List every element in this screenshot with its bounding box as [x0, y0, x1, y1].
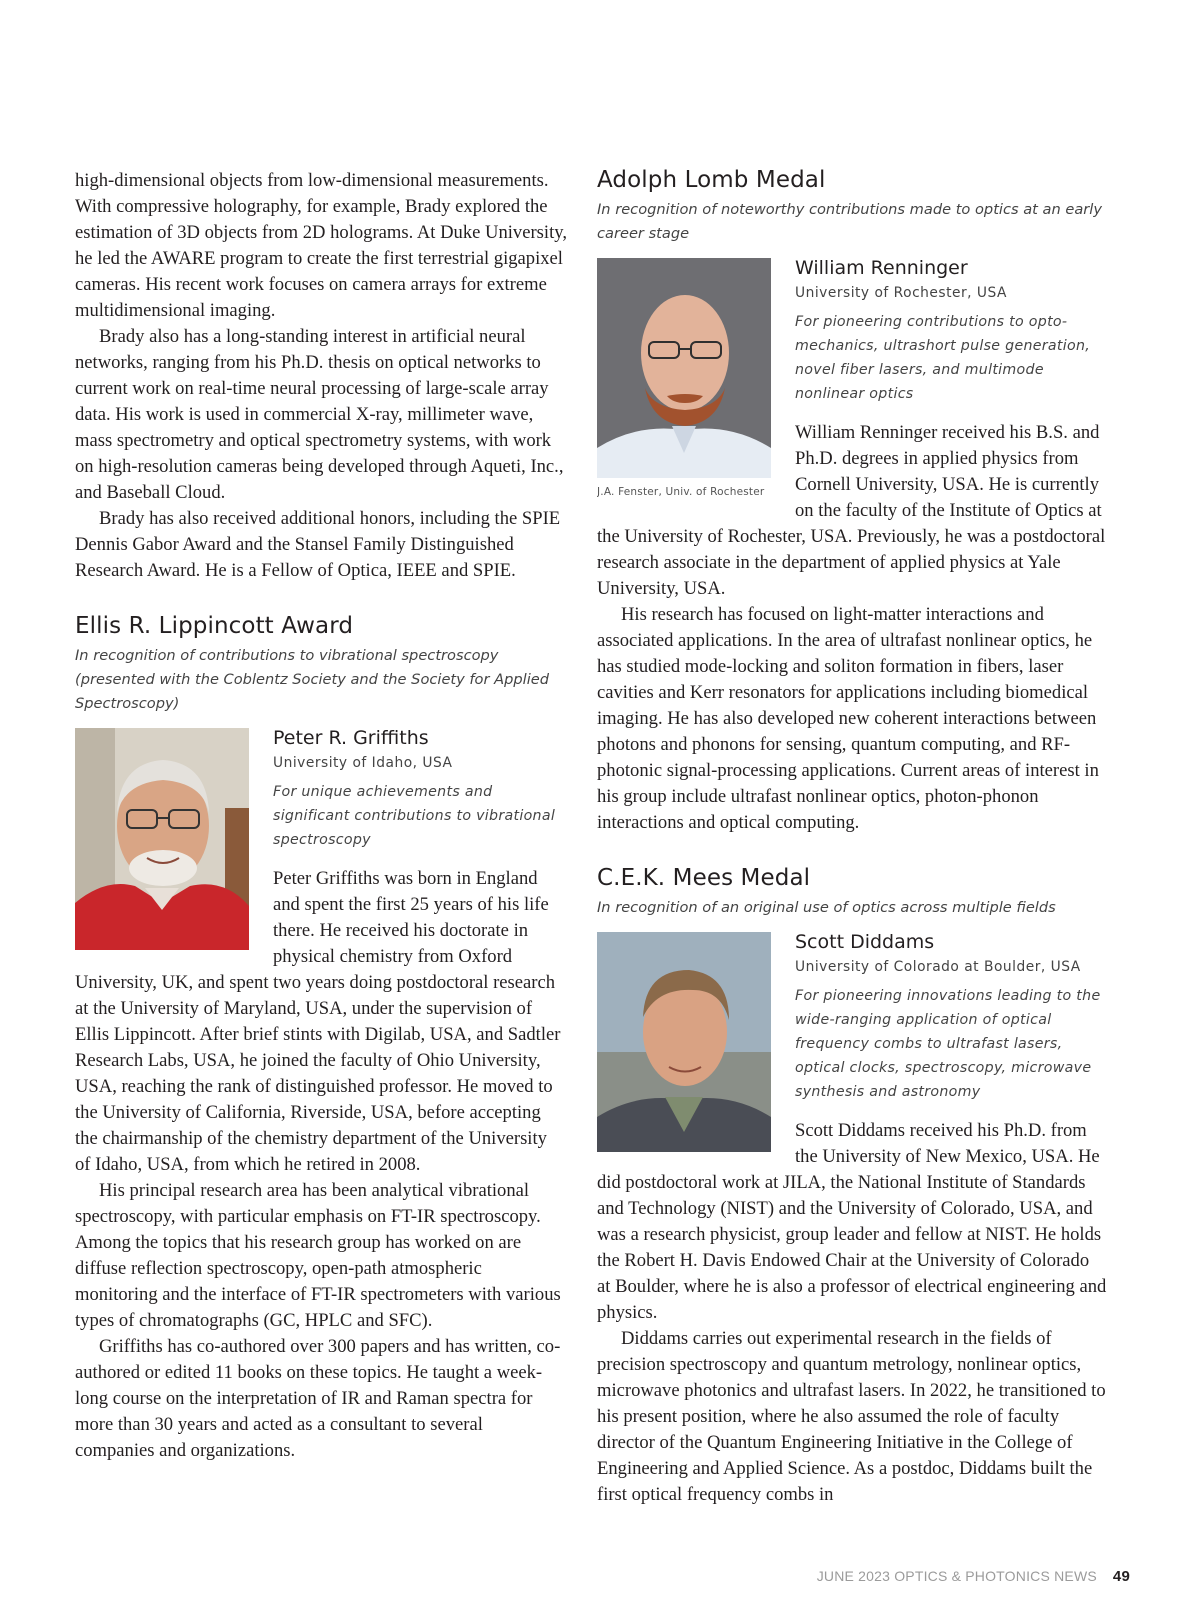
award-title: Adolph Lomb Medal [597, 167, 826, 193]
winner-affiliation: University of Colorado at Boulder, USA [795, 959, 1081, 975]
winner-block [75, 726, 567, 1464]
body-paragraph: Peter Griffiths was born in England and spent the first 25 years of his life there. He received his doctorate in physical chemistry from Oxford University, UK, and spent two years doing postdoctoral research at the University of Maryland, USA, under the supervision of Ellis Lippincott. After brief stints with Digilab, USA, and Sadtler Research Labs, USA, he joined the faculty of Ohio University, USA, reaching the rank of distinguished professor. He moved to the University of California, Riverside, USA, before accepting the chairmanship of the chemistry department of the University of Idaho, USA, from which he retired in 2008. [75, 868, 561, 1175]
winner-name: Peter R. Griffiths [273, 727, 429, 749]
award-citation: In recognition of noteworthy contributions made to optics at an early career stage [597, 201, 1102, 242]
winner-block [597, 930, 1107, 1508]
winner-photo-box [597, 258, 771, 498]
winner-photo [597, 258, 771, 478]
left-column [75, 168, 567, 1464]
winner-citation: For unique achievements and significant contributions to vibrational spectroscopy [273, 784, 556, 848]
footer-issue: JUNE 2023 OPTICS & PHOTONICS NEWS [816, 1568, 1097, 1584]
body-paragraph: His research has focused on light-matter interactions and associated applications. In the area of ultrafast nonlinear optics, he has studied mode-locking and soliton formation in fibers, laser cavities and Kerr resonators for applications including biomedical imaging. He has also developed new coherent interactions between photons and phonons for sensing, quantum computing, and RF-photonic signal-processing applications. Current areas of interest in his group include ultrafast nonlinear optics, photon-phonon interactions and optical computing. [597, 604, 1099, 833]
winner-name: William Renninger [795, 257, 968, 279]
mees-medal-section [597, 864, 1107, 1508]
award-citation: In recognition of contributions to vibrational spectroscopy (presented with the Coblentz Society and the Society for Applied Spectroscopy) [75, 647, 549, 712]
award-title: C.E.K. Mees Medal [597, 865, 811, 891]
lippincott-award-section [75, 612, 567, 1464]
winner-photo-box [597, 932, 771, 1152]
winner-citation: For pioneering innovations leading to the wide-ranging application of optical frequency combs to ultrafast lasers, optical clocks, spectroscopy, microwave synthesis and astronomy [795, 988, 1101, 1100]
award-citation: In recognition of an original use of optics across multiple fields [597, 899, 1056, 916]
body-paragraph: Brady also has a long-standing interest in artificial neural networks, ranging from his Ph.D. thesis on optical networks to current work on real-time neural processing of large-scale array data. His work is used in commercial X-ray, millimeter wave, mass spectrometry and optical spectrometry systems, with work on high-resolution cameras being developed through Aqueti, Inc., and Baseball Cloud. [75, 326, 564, 503]
body-paragraph: Scott Diddams received his Ph.D. from the University of New Mexico, USA. He did postdoctoral work at JILA, the National Institute of Standards and Technology (NIST) and the University of Colorado, USA, and was a research physicist, group leader and fellow at NIST. He holds the Robert H. Davis Endowed Chair at the University of Colorado at Boulder, where he is also a professor of electrical engineering and physics. [597, 1120, 1107, 1323]
page-number: 49 [1112, 1568, 1130, 1585]
winner-photo-box [75, 728, 249, 950]
winner-name: Scott Diddams [795, 931, 935, 953]
photo-credit: J.A. Fenster, Univ. of Rochester [597, 486, 765, 498]
right-column [597, 166, 1107, 1508]
winner-citation: For pioneering contributions to opto-mechanics, ultrashort pulse generation, novel fiber lasers, and multimode nonlinear optics [795, 314, 1091, 402]
body-paragraph: William Renninger received his B.S. and Ph.D. degrees in applied physics from Cornell University, USA. He is currently on the faculty of the Institute of Optics at the University of Rochester, USA. Previously, he was a postdoctoral research associate in the department of applied physics at Yale University, USA. [597, 422, 1106, 599]
winner-photo [75, 728, 249, 950]
winner-photo [597, 932, 771, 1152]
body-paragraph: Brady has also received additional honors, including the SPIE Dennis Gabor Award and the Stansel Family Distinguished Research Award. He is a Fellow of Optica, IEEE and SPIE. [75, 508, 561, 581]
winner-affiliation: University of Idaho, USA [273, 755, 453, 771]
award-title: Ellis R. Lippincott Award [75, 613, 354, 639]
winner-block [597, 256, 1107, 836]
body-paragraph: His principal research area has been analytical vibrational spectroscopy, with particular emphasis on FT-IR spectroscopy. Among the topics that his research group has worked on are diffuse reflection spectroscopy, open-path atmospheric monitoring and the interface of FT-IR spectrometers with various types of chromatographs (GC, HPLC and SFC). [75, 1180, 561, 1331]
lomb-medal-section [597, 166, 1107, 836]
body-paragraph: high-dimensional objects from low-dimensional measurements. With compressive holography, for example, Brady explored the estimation of 3D objects from 2D holograms. At Duke University, he led the AWARE program to create the first terrestrial gigapixel cameras. His recent work focuses on camera arrays for extreme multidimensional imaging. [75, 170, 567, 321]
body-paragraph: Griffiths has co-authored over 300 papers and has written, co-authored or edited 11 books on these topics. He taught a week-long course on the interpretation of IR and Raman spectra for more than 30 years and acted as a consultant to several companies and organizations. [75, 1336, 561, 1461]
body-paragraph: Diddams carries out experimental research in the fields of precision spectroscopy and quantum metrology, nonlinear optics, microwave photonics and ultrafast lasers. In 2022, he transitioned to his present position, where he also assumed the role of faculty director of the Quantum Engineering Initiative in the College of Engineering and Applied Science. As a postdoc, Diddams built the first optical frequency combs in [597, 1328, 1106, 1505]
page-footer [817, 1568, 1130, 1585]
winner-affiliation: University of Rochester, USA [795, 285, 1007, 301]
